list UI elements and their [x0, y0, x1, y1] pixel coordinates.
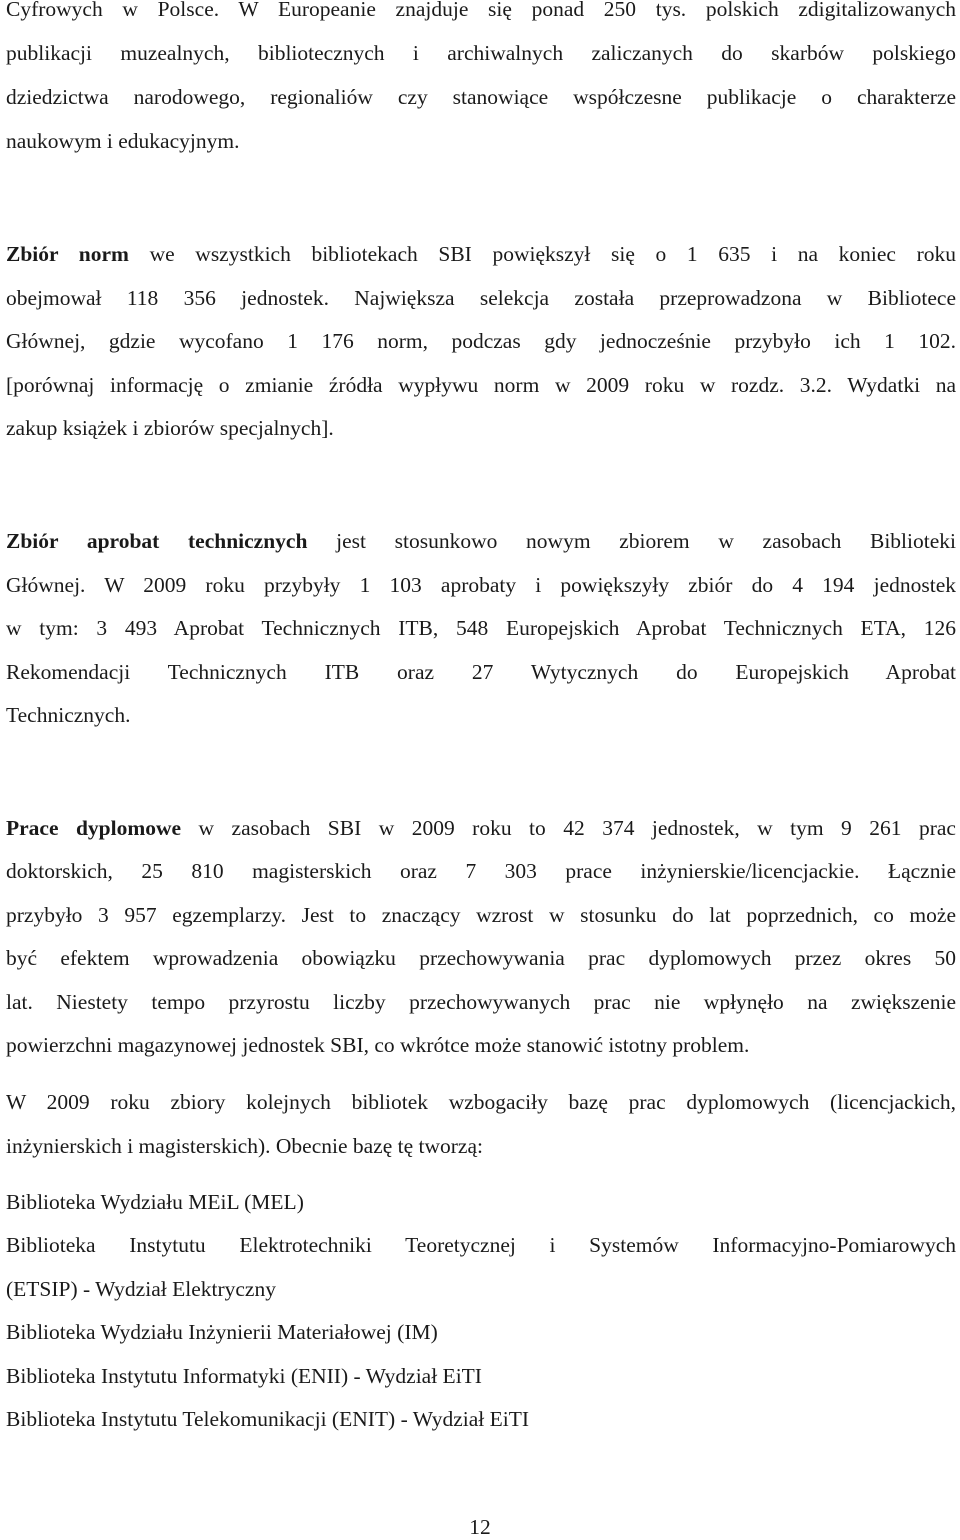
p3-bold-term: Zbiór aprobat technicznych — [6, 529, 308, 553]
p1-line-3: dziedzictwa narodowego, regionaliów czy stanowiące współczesne publikacje o charakterze — [6, 85, 956, 109]
library-item-mel: Biblioteka Wydziału MEiL (MEL) — [6, 1190, 304, 1214]
p2-line-5: zakup książek i zbiorów specjalnych]. — [6, 416, 334, 440]
p3-line-4: Rekomendacji Technicznych ITB oraz 27 Wytycznych do Europejskich Aprobat — [6, 660, 956, 684]
p4-line-5: lat. Niestety tempo przyrostu liczby przechowywanych prac nie wpłynęło na zwiększenie — [6, 990, 956, 1014]
library-item-etsip-line-2: (ETSIP) - Wydział Elektryczny — [6, 1277, 276, 1301]
p4-line-1-rest: w zasobach SBI w 2009 roku to 42 374 jednostek, w tym 9 261 prac — [181, 816, 956, 840]
p5-line-2: inżynierskich i magisterskich). Obecnie bazę tę tworzą: — [6, 1134, 483, 1158]
p1-line-4: naukowym i edukacyjnym. — [6, 129, 240, 153]
p3-line-1-rest: jest stosunkowo nowym zbiorem w zasobach Biblioteki — [307, 529, 956, 553]
p5-line-1: W 2009 roku zbiory kolejnych bibliotek wzbogaciły bazę prac dyplomowych (licencjackich, — [6, 1090, 956, 1114]
p4-bold-term: Prace dyplomowe — [6, 816, 182, 840]
p2-line-1 — [6, 241, 956, 267]
p3-line-1 — [6, 528, 956, 554]
p4-line-6: powierzchni magazynowej jednostek SBI, co wkrótce może stanowić istotny problem. — [6, 1033, 750, 1057]
p1-line-1: Cyfrowych w Polsce. W Europeanie znajduje się ponad 250 tys. polskich zdigitalizowanych — [6, 0, 956, 21]
p3-line-2: Głównej. W 2009 roku przybyły 1 103 aprobaty i powiększyły zbiór do 4 194 jednostek — [6, 573, 956, 597]
p4-line-1 — [6, 815, 956, 841]
library-item-enii: Biblioteka Instytutu Informatyki (ENII) - Wydział EiTI — [6, 1364, 482, 1388]
p4-line-3: przybyło 3 957 egzemplarzy. Jest to znaczący wzrost w stosunku do lat poprzednich, co może — [6, 903, 956, 927]
p4-line-4: być efektem wprowadzenia obowiązku przechowywania prac dyplomowych przez okres 50 — [6, 946, 956, 970]
library-item-im: Biblioteka Wydziału Inżynierii Materiałowej (IM) — [6, 1320, 438, 1344]
library-item-etsip-line-1: Biblioteka Instytutu Elektrotechniki Teoretycznej i Systemów Informacyjno-Pomiarowych — [6, 1233, 956, 1257]
page-number: 12 — [469, 1515, 491, 1539]
p2-line-4: [porównaj informację o zmianie źródła wypływu norm w 2009 roku w rozdz. 3.2. Wydatki na — [6, 373, 956, 397]
p2-line-3: Głównej, gdzie wycofano 1 176 norm, podczas gdy jednocześnie przybyło ich 1 102. — [6, 329, 956, 353]
p4-line-2: doktorskich, 25 810 magisterskich oraz 7 303 prace inżynierskie/licencjackie. Łącznie — [6, 859, 956, 883]
p3-line-5: Technicznych. — [6, 703, 131, 727]
p1-line-2: publikacji muzealnych, bibliotecznych i archiwalnych zaliczanych do skarbów polskiego — [6, 41, 956, 65]
library-item-enit: Biblioteka Instytutu Telekomunikacji (ENIT) - Wydział EiTI — [6, 1407, 530, 1431]
p2-line-1-rest: we wszystkich bibliotekach SBI powiększył się o 1 635 i na koniec roku — [128, 242, 956, 266]
p3-line-3: w tym: 3 493 Aprobat Technicznych ITB, 548 Europejskich Aprobat Technicznych ETA, 126 — [6, 616, 956, 640]
p2-bold-term: Zbiór norm — [6, 242, 129, 266]
p2-line-2: obejmował 118 356 jednostek. Największa selekcja została przeprowadzona w Bibliotece — [6, 286, 956, 310]
